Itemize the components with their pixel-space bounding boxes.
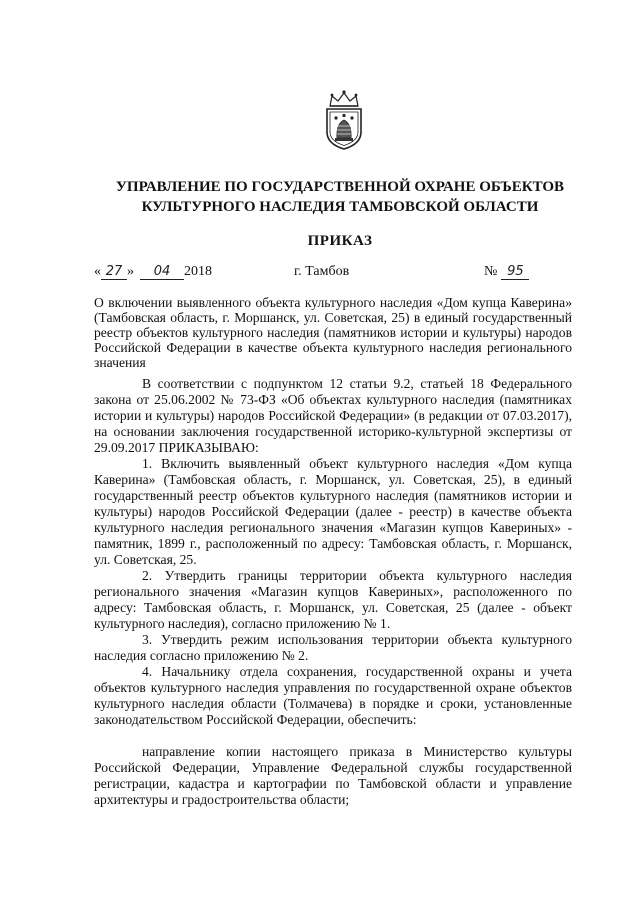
item-4-paragraph: 4. Начальнику отдела сохранения, государственной охраны и учета объектов культурного наследия управления по государственной охране объектов культурного наследия области (Толмачева) в порядке и сроки, установленные законодательством Российской Федерации, обеспечить: (94, 664, 572, 727)
item-3-paragraph: 3. Утвердить режим использования территории объекта культурного наследия согласно приложению № 2. (94, 632, 572, 663)
date-day: 27 (101, 264, 127, 280)
tambov-coat-of-arms-icon (322, 88, 366, 152)
order-subject: О включении выявленного объекта культурного наследия «Дом купца Каверина» (Тамбовская область, г. Моршанск, ул. Советская, 25) в единый государственный реестр объектов культурного наследия (памятников истории и культуры) народов Российской Федерации в качестве объекта культурного наследия регионального значения (94, 295, 572, 370)
date-close-quote: » (127, 264, 134, 279)
date-year: 2018 (184, 264, 212, 279)
item-1-paragraph: 1. Включить выявленный объект культурного наследия «Дом купца Каверина» (Тамбовская область, г. Моршанск, ул. Советская, 25), в единый государственный реестр объектов культурного наследия (памятников истории и культуры) народов Российской Федерации (далее - реестр) в качестве объекта культурного наследия регионального значения «Магазин купцов Кавериных» - памятник, 1899 г., расположенный по адресу: Тамбовская область, г. Моршанск, ул. Советская, 25. (94, 456, 572, 567)
date-open-quote: « (94, 264, 101, 279)
order-date (94, 264, 212, 280)
order-city: г. Тамбов (294, 264, 350, 279)
preamble-paragraph: В соответствии с подпунктом 12 статьи 9.2, статьей 18 Федерального закона от 25.06.2002 № 73-ФЗ «Об объектах культурного наследия (памятниках истории и культуры) народов Российской Федерации» (в редакции от 07.03.2017), на основании заключения государственной историко-культурной экспертизы от 29.09.2017 ПРИКАЗЫВАЮ: (94, 376, 572, 455)
agency-name-line-1: УПРАВЛЕНИЕ ПО ГОСУДАРСТВЕННОЙ ОХРАНЕ ОБЪЕКТОВ (115, 179, 565, 195)
order-body (94, 376, 572, 808)
agency-name (80, 177, 600, 217)
date-month: 04 (140, 264, 184, 280)
agency-name-line-2: КУЛЬТУРНОГО НАСЛЕДИЯ ТАМБОВСКОЙ ОБЛАСТИ (141, 199, 539, 215)
order-number (484, 264, 529, 280)
number-prefix: № (484, 264, 498, 279)
number-value: 95 (501, 264, 529, 280)
item-4-subparagraph: направление копии настоящего приказа в Министерство культуры Российской Федерации, Управление Федеральной службы государственной регистрации, кадастра и картографии по Тамбовской области и управление архитектуры и градостроительства области; (94, 744, 572, 807)
item-2-paragraph: 2. Утвердить границы территории объекта культурного наследия регионального значения «Магазин купцов Кавериных», расположенного по адресу: Тамбовская область, г. Моршанск, ул. Советская, 25 (далее - объект культурного наследия), согласно приложению № 1. (94, 568, 572, 631)
order-title: ПРИКАЗ (307, 233, 373, 249)
order-meta (94, 264, 574, 286)
